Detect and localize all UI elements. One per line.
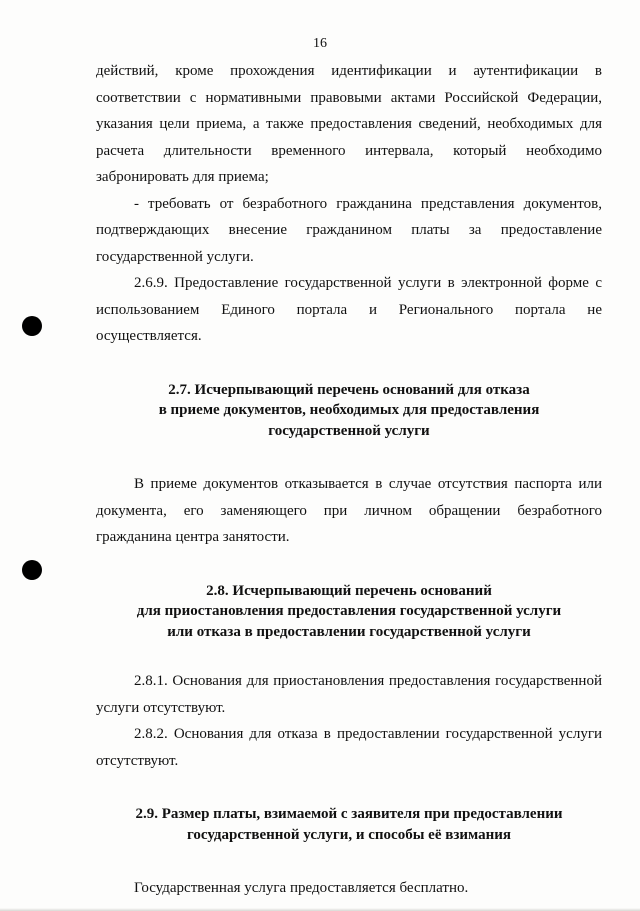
paragraph-2-8-2: 2.8.2. Основания для отказа в предоставлении государственной услуги отсутствуют. bbox=[96, 726, 602, 769]
section-heading-line: 2.8. Исчерпывающий перечень оснований bbox=[206, 582, 492, 599]
paragraph-2-6-9: 2.6.9. Предоставление государственной услуги в электронной форме с использованием Единого портала и Регионального портала не осуществляется. bbox=[96, 275, 602, 344]
section-2-9-text: Государственная услуга предоставляется бесплатно. bbox=[134, 880, 469, 896]
section-heading-line: или отказа в предоставлении государственной услуги bbox=[167, 623, 531, 640]
page-number: 16 bbox=[313, 36, 327, 51]
section-2-7-heading bbox=[96, 380, 602, 442]
paragraph-2-8-1: 2.8.1. Основания для приостановления предоставления государственной услуги отсутствуют. bbox=[96, 673, 602, 716]
section-2-8-heading bbox=[96, 581, 602, 643]
punch-hole-bottom bbox=[22, 560, 42, 580]
paragraph-continued: действий, кроме прохождения идентификации и аутентификации в соответствии с нормативными правовыми актами Российской Федерации, указания цели приема, а также предоставления сведений, необходимых для расчета длительности временного интервала, который необходимо забронировать для приема; bbox=[96, 63, 602, 185]
section-heading-line: 2.7. Исчерпывающий перечень оснований для отказа bbox=[168, 381, 530, 398]
section-heading-line: государственной услуги, и способы её взимания bbox=[186, 826, 512, 843]
punch-hole-top bbox=[22, 316, 42, 336]
section-heading-line: для приостановления предоставления государственной услуги bbox=[136, 603, 562, 619]
section-heading-line: 2.9. Размер платы, взимаемой с заявителя при предоставлении bbox=[135, 806, 563, 822]
section-heading-line: в приеме документов, необходимых для предоставления bbox=[158, 402, 540, 418]
document-body bbox=[96, 58, 602, 902]
section-2-9-heading bbox=[96, 804, 602, 845]
section-heading-line: государственной услуги bbox=[268, 422, 430, 439]
section-2-7-text: В приеме документов отказывается в случае отсутствия паспорта или документа, его заменяющего при личном обращении безработного гражданина центра занятости. bbox=[96, 476, 602, 545]
paragraph-requirement: - требовать от безработного гражданина представления документов, подтверждающих внесение гражданином платы за предоставление государственной услуги. bbox=[96, 195, 602, 265]
